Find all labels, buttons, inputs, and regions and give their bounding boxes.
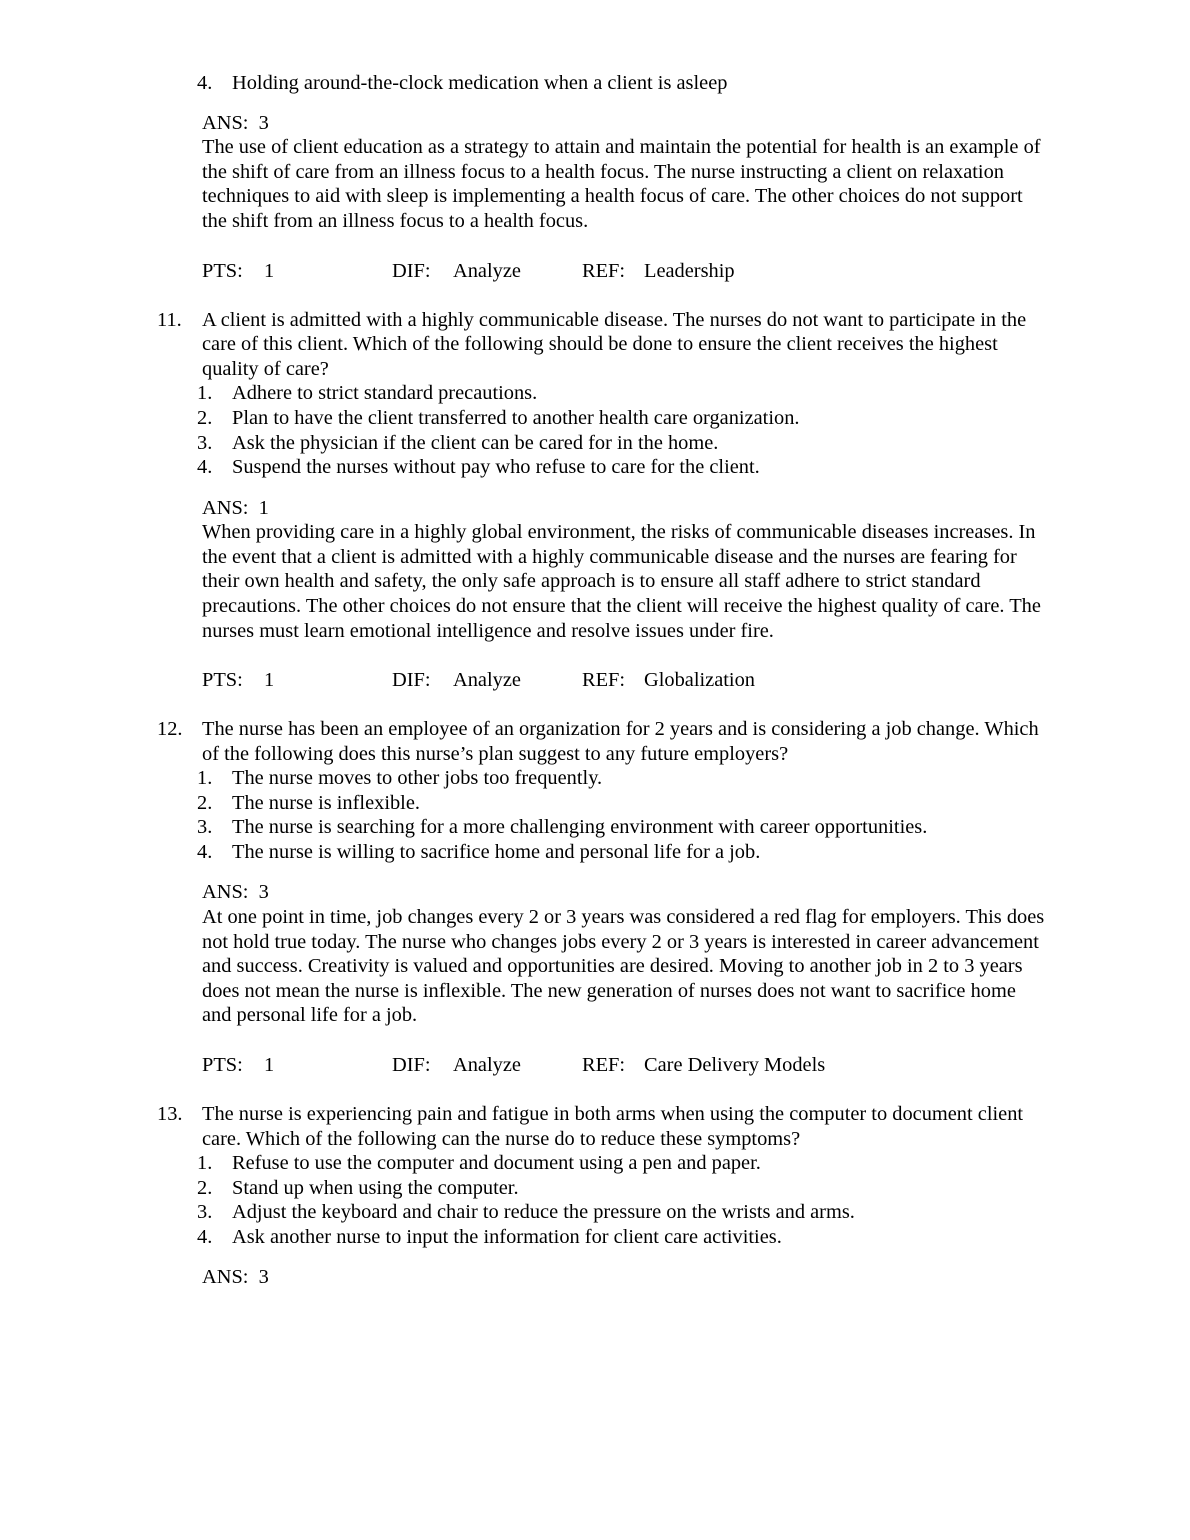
option-number: 1. xyxy=(197,382,213,404)
answer-value: 3 xyxy=(258,1266,269,1288)
option-text: Stand up when using the computer. xyxy=(232,1177,519,1199)
question-stem-line: A client is admitted with a highly communicable disease. The nurses do not want to participate in the xyxy=(202,309,1027,331)
answer-label: ANS: 3 xyxy=(202,112,269,134)
answer-label: ANS: 3 xyxy=(202,1266,269,1288)
rationale-line: the event that a client is admitted with a highly communicable disease and the nurses are fearing for xyxy=(202,546,1017,568)
question-stem-line: care of this client. Which of the following should be done to ensure the client receives the highest xyxy=(202,333,998,355)
option-text: Adjust the keyboard and chair to reduce the pressure on the wrists and arms. xyxy=(232,1201,855,1223)
option-number: 4. xyxy=(197,1226,213,1248)
option-text: The nurse is inflexible. xyxy=(232,792,420,814)
pts-value: 1 xyxy=(264,669,275,691)
option-text: Suspend the nurses without pay who refuse to care for the client. xyxy=(232,456,760,478)
option-text: Holding around-the-clock medication when a client is asleep xyxy=(232,72,728,94)
rationale-line: precautions. The other choices do not ensure that the client will receive the highest quality of care. The xyxy=(202,595,1041,617)
dif-value: Analyze xyxy=(453,669,521,691)
rationale-line: and success. Creativity is valued and opportunities are desired. Moving to another job in 2 to 3 years xyxy=(202,955,1023,977)
option-number: 1. xyxy=(197,1152,213,1174)
question-number: 13. xyxy=(157,1103,183,1125)
answer-label: ANS: 1 xyxy=(202,497,269,519)
question-stem-line: of the following does this nurse’s plan suggest to any future employers? xyxy=(202,743,789,765)
question-stem-line: care. Which of the following can the nurse do to reduce these symptoms? xyxy=(202,1128,801,1150)
ref-value: Globalization xyxy=(644,669,755,691)
ref-value: Care Delivery Models xyxy=(644,1054,826,1076)
pts-value: 1 xyxy=(264,1054,275,1076)
option-number: 4. xyxy=(197,841,213,863)
answer-value: 1 xyxy=(258,497,269,519)
answer-value: 3 xyxy=(258,112,269,134)
rationale-line: their own health and safety, the only safe approach is to ensure all staff adhere to strict standard xyxy=(202,570,981,592)
ref-value: Leadership xyxy=(644,260,735,282)
option-text: Ask another nurse to input the information for client care activities. xyxy=(232,1226,782,1248)
rationale-line: the shift from an illness focus to a health focus. xyxy=(202,210,589,232)
rationale-line: and personal life for a job. xyxy=(202,1004,418,1026)
option-number: 2. xyxy=(197,792,213,814)
rationale-line: does not mean the nurse is inflexible. The new generation of nurses does not want to sacrifice home xyxy=(202,980,1016,1002)
answer-value: 3 xyxy=(258,881,269,903)
pts-label: PTS: xyxy=(202,260,243,282)
rationale-line: not hold true today. The nurse who changes jobs every 2 or 3 years is interested in career advancement xyxy=(202,931,1039,953)
ref-label: REF: xyxy=(582,260,626,282)
question-number: 12. xyxy=(157,718,183,740)
rationale-line: When providing care in a highly global environment, the risks of communicable diseases increases. In xyxy=(202,521,1036,543)
dif-value: Analyze xyxy=(453,1054,521,1076)
pts-label: PTS: xyxy=(202,669,243,691)
option-text: The nurse is searching for a more challenging environment with career opportunities. xyxy=(232,816,928,838)
dif-value: Analyze xyxy=(453,260,521,282)
option-text: Ask the physician if the client can be cared for in the home. xyxy=(232,432,719,454)
option-number: 1. xyxy=(197,767,213,789)
question-stem-line: The nurse has been an employee of an organization for 2 years and is considering a job change. Which xyxy=(202,718,1039,740)
dif-label: DIF: xyxy=(392,1054,431,1076)
option-text: The nurse is willing to sacrifice home and personal life for a job. xyxy=(232,841,761,863)
rationale-line: The use of client education as a strategy to attain and maintain the potential for health is an example of xyxy=(202,136,1041,158)
pts-value: 1 xyxy=(264,260,275,282)
option-number: 3. xyxy=(197,432,213,454)
question-number: 11. xyxy=(157,309,182,331)
option-number: 3. xyxy=(197,1201,213,1223)
ref-label: REF: xyxy=(582,669,626,691)
ref-label: REF: xyxy=(582,1054,626,1076)
option-number: 4. xyxy=(197,72,213,94)
option-text: The nurse moves to other jobs too frequently. xyxy=(232,767,603,789)
option-number: 2. xyxy=(197,1177,213,1199)
pts-label: PTS: xyxy=(202,1054,243,1076)
option-number: 2. xyxy=(197,407,213,429)
option-text: Adhere to strict standard precautions. xyxy=(232,382,538,404)
rationale-line: nurses must learn emotional intelligence and resolve issues under fire. xyxy=(202,620,774,642)
rationale-line: the shift of care from an illness focus to a health focus. The nurse instructing a client on relaxation xyxy=(202,161,1004,183)
rationale-line: techniques to aid with sleep is implementing a health focus of care. The other choices do not support xyxy=(202,185,1023,207)
option-number: 3. xyxy=(197,816,213,838)
option-number: 4. xyxy=(197,456,213,478)
question-stem-line: quality of care? xyxy=(202,358,329,380)
dif-label: DIF: xyxy=(392,260,431,282)
dif-label: DIF: xyxy=(392,669,431,691)
option-text: Plan to have the client transferred to another health care organization. xyxy=(232,407,800,429)
rationale-line: At one point in time, job changes every 2 or 3 years was considered a red flag for employers. This does xyxy=(202,906,1045,928)
question-stem-line: The nurse is experiencing pain and fatigue in both arms when using the computer to document client xyxy=(202,1103,1024,1125)
answer-label: ANS: 3 xyxy=(202,881,269,903)
option-text: Refuse to use the computer and document using a pen and paper. xyxy=(232,1152,761,1174)
